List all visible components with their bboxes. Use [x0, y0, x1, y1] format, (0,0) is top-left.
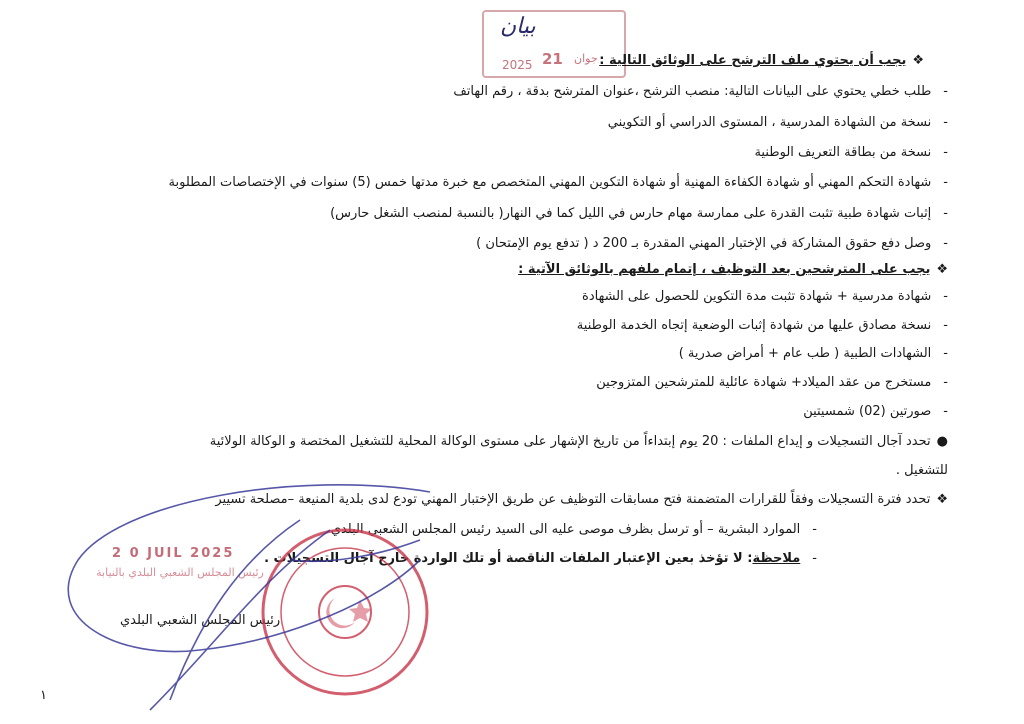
- municipal-seal-icon: [263, 530, 427, 694]
- round-bullet-icon: ●: [936, 434, 948, 449]
- diamond-bullet-icon: ❖: [912, 53, 924, 68]
- page-corner-mark: ١: [40, 688, 47, 703]
- list-item: -إثبات شهادة طبية تثبت القدرة على ممارسة مهام حارس في الليل كما في النهار( بالنسبة لمنصب الشغل حارس): [330, 206, 948, 221]
- list-item: -شهادة مدرسية + شهادة تثبت مدة التكوين للحصول على الشهادة: [582, 289, 948, 304]
- signature-label: رئيس المجلس الشعبي البلدي: [120, 613, 281, 628]
- diamond-bullet-icon: ❖: [936, 492, 948, 507]
- deadline-paragraph: ●تحدد آجال التسجيلات و إيداع الملفات : 20 يوم إبتداءاً من تاريخ الإشهار على مستوى الوكالة المحلية للتشغيل المختصة و الوكالة الولائية: [209, 434, 948, 449]
- registration-paragraph-cont: -الموارد البشرية – أو ترسل بظرف موصى عليه الى السيد رئيس المجلس الشعبي البلدي: [330, 522, 817, 537]
- official-title-stamp: رئيس المجلس الشعبي البلدي بالنيابة: [96, 566, 264, 579]
- note-line: -ملاحظة: لا تؤخذ بعين الإعتبار الملفات الناقصة أو تلك الواردة خارج آجال التسجيلات .: [264, 551, 817, 566]
- list-item: -نسخة من الشهادة المدرسية ، المستوى الدراسي أو التكويني: [607, 115, 948, 130]
- stamp-day: 21: [542, 50, 563, 68]
- list-item: -نسخة من بطاقة التعريف الوطنية: [754, 145, 948, 160]
- note-text: : لا تؤخذ بعين الإعتبار الملفات الناقصة أو تلك الواردة خارج آجال التسجيلات .: [264, 551, 753, 566]
- section1-title: ❖يجب أن يحتوي ملف الترشح على الوثائق التالية :: [599, 53, 924, 68]
- list-item: -نسخة مصادق عليها من شهادة إثبات الوضعية إتجاه الخدمة الوطنية: [576, 318, 948, 333]
- note-label: ملاحظة: [752, 551, 801, 566]
- list-item: -الشهادات الطبية ( طب عام + أمراض صدرية ): [678, 346, 948, 361]
- list-item: -شهادة التحكم المهني أو شهادة الكفاءة المهنية أو شهادة التكوين المهني المتخصص مع خبرة مدتها خمس (5) سنوات في الإختصاصات المطلوبة: [168, 175, 948, 190]
- registration-paragraph: ❖تحدد فترة التسجيلات وفقاً للقرارات المتضمنة فتح مسابقات التوظيف عن طريق الإختبار المهني تودع لدى بلدية المنيعة –مصلحة تسيير: [215, 492, 948, 507]
- list-item: -طلب خطي يحتوي على البيانات التالية: منصب الترشح ،عنوان المترشح بدقة ، رقم الهاتف: [453, 84, 948, 99]
- list-item: -وصل دفع حقوق المشاركة في الإختبار المهني المقدرة بـ 200 د ( تدفع يوم الإمتحان ): [476, 236, 948, 251]
- deadline-paragraph-cont: للتشغيل .: [895, 463, 948, 478]
- section2-title: ❖يجب على المترشحين بعد التوظيف ، إتمام ملفهم بالوثائق الآتية :: [518, 262, 948, 277]
- diamond-bullet-icon: ❖: [936, 262, 948, 277]
- date-stamp: 2 0 JUIL 2025: [112, 546, 235, 561]
- stamp-month: جوان: [574, 52, 598, 65]
- list-item: -صورتين (02) شمسيتين: [803, 404, 948, 419]
- list-item: -مستخرج من عقد الميلاد+ شهادة عائلية للمترشحين المتزوجين: [596, 375, 948, 390]
- stamp-year: 2025: [502, 58, 533, 72]
- handwritten-reference: بيان: [500, 14, 536, 39]
- signature-icon: [68, 485, 430, 710]
